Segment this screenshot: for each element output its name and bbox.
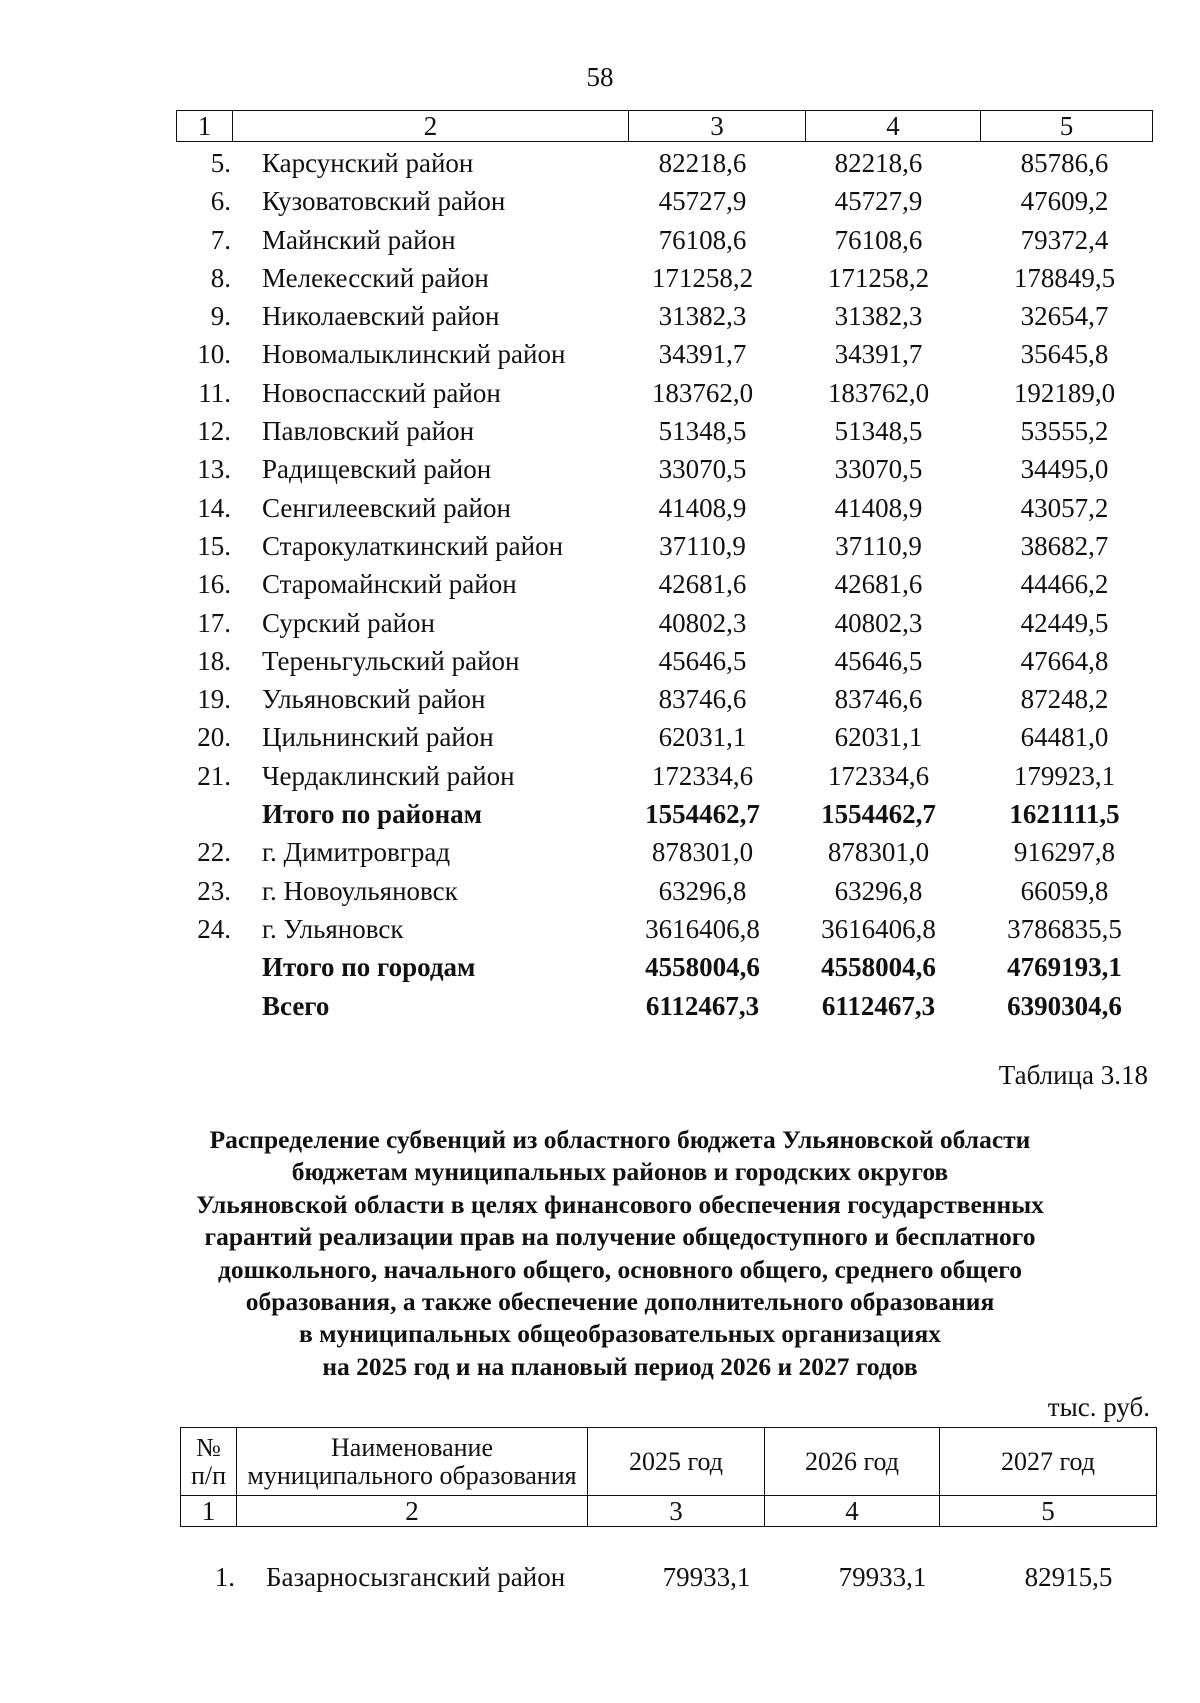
value-2027: 43057,2 (1020, 492, 1109, 523)
value-2026: 6112467,3 (821, 990, 936, 1021)
municipality-name: Николаевский район (262, 301, 500, 332)
value-2025: 172334,6 (651, 760, 754, 791)
value-2027: 53555,2 (1020, 416, 1109, 447)
value-2025: 51348,5 (658, 416, 747, 447)
value-2026: 42681,6 (834, 569, 923, 600)
header-year-2025: 2025 год (588, 1428, 765, 1496)
value-2026: 79933,1 (838, 1562, 927, 1592)
title-line: бюджетам муниципальных районов и городских округов (291, 1157, 949, 1187)
municipality-name: Майнский район (262, 224, 456, 255)
table-row (176, 412, 1153, 450)
row-number: 15. (197, 530, 231, 561)
title-line: Ульяновской области в целях финансового обеспечения государственных (196, 1189, 1044, 1219)
value-2026: 4558004,6 (821, 952, 936, 983)
header-year-2027: 2027 год (940, 1428, 1157, 1496)
value-2025: 171258,2 (651, 262, 754, 293)
value-2025: 45646,5 (658, 645, 747, 676)
value-2026: 76108,6 (834, 224, 923, 255)
value-2025: 41408,9 (658, 492, 747, 523)
row-number: 24. (197, 913, 231, 944)
municipality-name: Старомайнский район (262, 569, 517, 600)
value-2026: 183762,0 (827, 377, 930, 408)
value-2027: 32654,7 (1020, 301, 1109, 332)
municipality-name: Всего (262, 990, 330, 1021)
table-row (176, 833, 1153, 871)
value-2026: 41408,9 (834, 492, 923, 523)
header-year-2026: 2026 год (765, 1428, 940, 1496)
table-row (176, 489, 1153, 527)
table-row (176, 182, 1153, 220)
value-2025: 62031,1 (658, 722, 747, 753)
header-name-line1: Наименование (331, 1432, 493, 1462)
table-title (150, 1124, 1090, 1383)
row-number: 12. (197, 416, 231, 447)
column-number-cell: 3 (629, 111, 806, 142)
row-number: 11. (198, 377, 231, 408)
value-2027: 42449,5 (1020, 607, 1109, 638)
value-2027: 44466,2 (1020, 569, 1109, 600)
value-2026: 45727,9 (834, 186, 923, 217)
table-row (176, 335, 1153, 373)
table-row (176, 374, 1153, 412)
value-2025: 6112467,3 (645, 990, 760, 1021)
column-number-cell: 2 (237, 1496, 588, 1527)
table-row (176, 680, 1153, 718)
table-row (176, 872, 1153, 910)
municipality-name: Радищевский район (262, 454, 492, 485)
value-2025: 42681,6 (658, 569, 747, 600)
table-row (176, 144, 1153, 182)
row-number: 7. (210, 224, 231, 255)
column-number-cell: 5 (981, 111, 1153, 142)
value-2027: 64481,0 (1020, 722, 1109, 753)
value-2025: 1554462,7 (645, 799, 760, 830)
column-number-cell: 1 (177, 111, 233, 142)
value-2025: 83746,6 (658, 684, 747, 715)
municipality-name: г. Новоульяновск (262, 875, 458, 906)
column-number-cell: 3 (588, 1496, 765, 1527)
row-number: 22. (197, 837, 231, 868)
value-2025: 33070,5 (658, 454, 747, 485)
value-2026: 40802,3 (834, 607, 923, 638)
row-number: 18. (197, 645, 231, 676)
value-2026: 37110,9 (835, 530, 922, 561)
value-2026: 1554462,7 (821, 799, 936, 830)
value-2025: 878301,0 (651, 837, 754, 868)
municipality-name: Карсунский район (262, 148, 474, 178)
table-row (180, 1558, 1157, 1596)
table-row (176, 604, 1153, 642)
title-line: Распределение субвенций из областного бюджета Ульяновской области (209, 1125, 1031, 1154)
value-2026: 172334,6 (827, 760, 930, 791)
municipality-name: Итого по городам (262, 952, 476, 983)
title-line: образования, а также обеспечение дополнительного образования (245, 1287, 995, 1317)
value-2027: 916297,8 (1013, 837, 1116, 868)
value-2027: 47609,2 (1020, 186, 1109, 217)
value-2027: 87248,2 (1020, 684, 1109, 715)
value-2027: 38682,7 (1020, 530, 1109, 561)
value-2027: 79372,4 (1020, 224, 1109, 255)
table-row (176, 910, 1153, 948)
value-2026: 63296,8 (834, 875, 923, 906)
row-number: 9. (210, 301, 231, 332)
municipality-name: Чердаклинский район (262, 760, 515, 791)
value-2025: 34391,7 (658, 339, 747, 370)
value-2026: 51348,5 (834, 416, 923, 447)
table-row (176, 221, 1153, 259)
value-2026: 45646,5 (834, 645, 923, 676)
value-2027: 1621111,5 (1009, 799, 1120, 830)
column-number-cell: 4 (765, 1496, 940, 1527)
table-row (176, 565, 1153, 603)
municipality-name: Новомалыклинский район (262, 339, 566, 370)
municipality-name: Ульяновский район (262, 684, 486, 715)
municipality-name: Итого по районам (262, 799, 483, 830)
value-2026: 31382,3 (834, 301, 923, 332)
value-2026: 34391,7 (834, 339, 923, 370)
row-number: 19. (197, 684, 231, 715)
total-row (176, 795, 1153, 833)
row-number: 14. (197, 492, 231, 523)
value-2025: 183762,0 (651, 377, 754, 408)
value-2026: 83746,6 (834, 684, 923, 715)
value-2025: 3616406,8 (645, 913, 760, 944)
value-2027: 178849,5 (1013, 262, 1116, 293)
value-2025: 63296,8 (658, 875, 747, 906)
value-2025: 40802,3 (658, 607, 747, 638)
row-number: 21. (197, 760, 231, 791)
row-number: 23. (197, 875, 231, 906)
value-2025: 76108,6 (658, 224, 747, 255)
header-name-cell (237, 1428, 588, 1496)
value-2025: 45727,9 (658, 186, 747, 217)
value-2027: 85786,6 (1020, 148, 1109, 178)
row-number: 6. (210, 186, 231, 217)
municipality-name: Новоспасский район (262, 377, 501, 408)
header-number-line1: № (196, 1432, 221, 1462)
municipality-name: Сенгилеевский район (262, 492, 511, 523)
municipality-name: Мелекесский район (262, 262, 489, 293)
value-2026: 171258,2 (827, 262, 930, 293)
column-number-cell: 1 (181, 1496, 237, 1527)
value-2026: 878301,0 (827, 837, 930, 868)
value-2027: 34495,0 (1020, 454, 1109, 485)
table-label: Таблица 3.18 (998, 1060, 1148, 1090)
value-2025: 82218,6 (658, 148, 747, 178)
municipality-name: Цильнинский район (262, 722, 494, 753)
row-number: 16. (197, 569, 231, 600)
total-row (176, 948, 1153, 986)
value-2025: 31382,3 (658, 301, 747, 332)
table-row (176, 527, 1153, 565)
header-name-line2: муниципального образования (247, 1460, 577, 1490)
table-row (176, 450, 1153, 488)
header-number-cell (181, 1428, 237, 1496)
value-2026: 33070,5 (834, 454, 923, 485)
value-2025: 4558004,6 (645, 952, 760, 983)
distribution-table-rows (176, 144, 1153, 1025)
value-2026: 82218,6 (834, 148, 923, 178)
municipality-name: Старокулаткинский район (262, 530, 564, 561)
value-2027: 47664,8 (1020, 645, 1109, 676)
units-label: тыс. руб. (1047, 1392, 1150, 1422)
subvention-table-rows (180, 1558, 1157, 1596)
header-number-line2: п/п (190, 1460, 227, 1490)
title-line: гарантий реализации прав на получение общедоступного и бесплатного (204, 1222, 1036, 1252)
row-number: 5. (210, 148, 231, 178)
page-number: 58 (586, 62, 614, 92)
row-number: 13. (197, 454, 231, 485)
row-number: 1. (214, 1562, 235, 1592)
value-2027: 3786835,5 (1007, 913, 1122, 944)
value-2027: 6390304,6 (1007, 990, 1122, 1021)
value-2027: 66059,8 (1020, 875, 1109, 906)
table-row (176, 757, 1153, 795)
municipality-name: г. Димитровград (262, 837, 451, 868)
value-2027: 4769193,1 (1007, 952, 1122, 983)
title-line: в муниципальных общеобразовательных организациях (298, 1319, 941, 1349)
municipality-name: Сурский район (262, 607, 435, 638)
title-line: на 2025 год и на плановый период 2026 и 2027 годов (322, 1351, 918, 1381)
total-row (176, 987, 1153, 1025)
value-2026: 62031,1 (834, 722, 923, 753)
municipality-name: г. Ульяновск (262, 913, 404, 944)
value-2027: 35645,8 (1020, 339, 1109, 370)
table-row (176, 259, 1153, 297)
row-number: 17. (197, 607, 231, 638)
title-line: дошкольного, начального общего, основного общего, среднего общего (218, 1254, 1022, 1284)
value-2027: 179923,1 (1013, 760, 1116, 791)
column-number-cell: 4 (806, 111, 981, 142)
value-2026: 3616406,8 (821, 913, 936, 944)
column-number-cell: 2 (233, 111, 629, 142)
municipality-name: Кузоватовский район (262, 186, 506, 217)
table-row (176, 297, 1153, 335)
table-row (176, 642, 1153, 680)
municipality-name: Павловский район (262, 416, 475, 447)
value-2027: 82915,5 (1024, 1562, 1113, 1592)
municipality-name: Базарносызганский район (266, 1562, 566, 1592)
value-2027: 192189,0 (1013, 377, 1116, 408)
municipality-name: Тереньгульский район (262, 645, 520, 676)
subvention-table-header (180, 1427, 1157, 1527)
value-2025: 79933,1 (662, 1562, 751, 1592)
column-number-cell: 5 (940, 1496, 1157, 1527)
value-2025: 37110,9 (659, 530, 746, 561)
table-row (176, 718, 1153, 756)
row-number: 20. (197, 722, 231, 753)
column-number-header (176, 110, 1153, 142)
row-number: 8. (210, 262, 231, 293)
row-number: 10. (197, 339, 231, 370)
